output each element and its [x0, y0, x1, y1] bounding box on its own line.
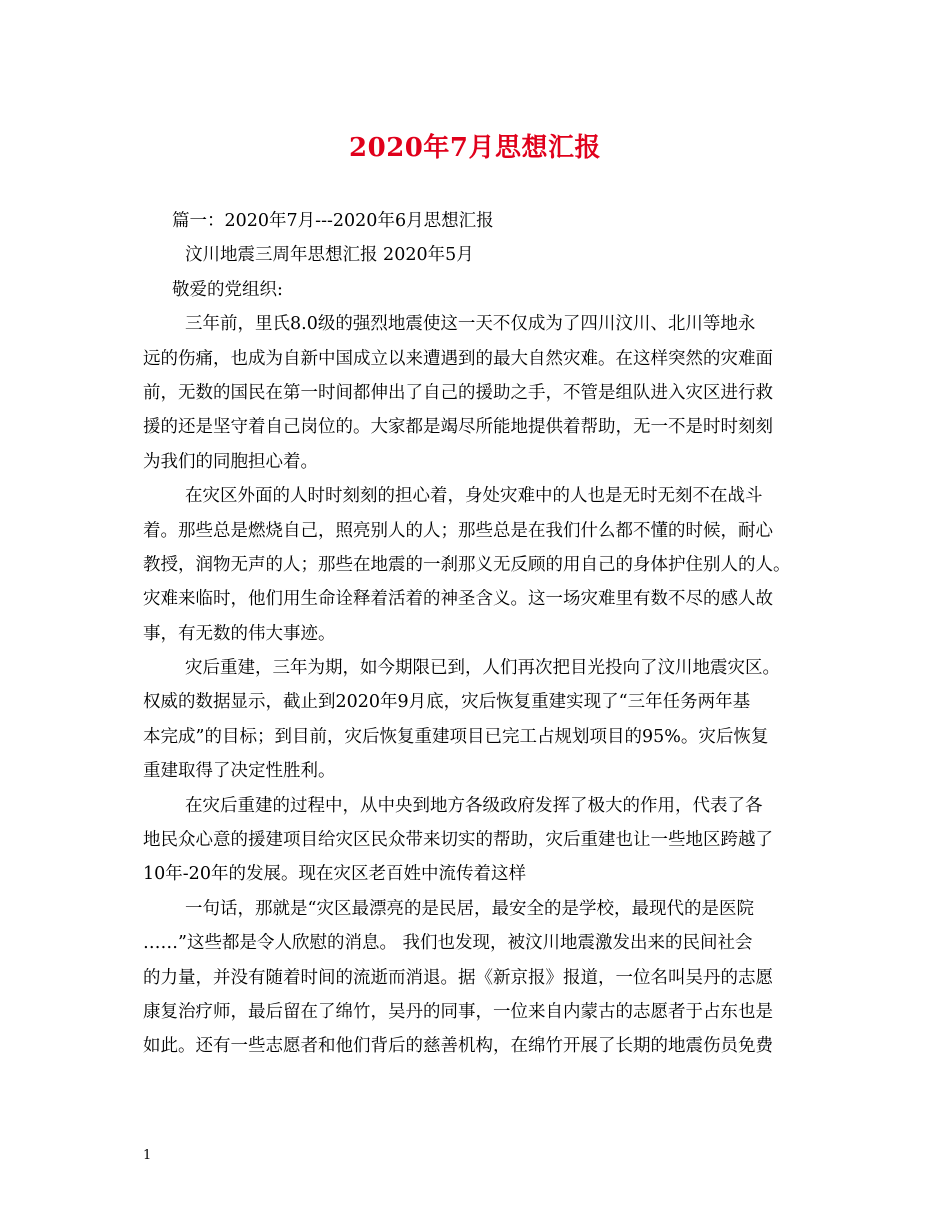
paragraph-line: 一句话，那就是“灾区最漂亮的是民居，最安全的是学校，最现代的是医院 [185, 898, 754, 919]
page-number: 1 [143, 1148, 152, 1163]
salutation: 敬爱的党组织: [172, 279, 283, 300]
paragraph-line: 援的还是坚守着自己岗位的。大家都是竭尽所能地提供着帮助，无一不是时时刻刻 [143, 417, 773, 438]
paragraph-line: 前，无数的国民在第一时间都伸出了自己的援助之手，不管是组队进入灾区进行救 [143, 382, 773, 403]
document-body [143, 204, 823, 1064]
paragraph-line: 如此。还有一些志愿者和他们背后的慈善机构，在绵竹开展了长期的地震伤员免费 [143, 1036, 773, 1057]
paragraph-line: 在灾后重建的过程中，从中央到地方各级政府发挥了极大的作用，代表了各 [185, 795, 763, 816]
paragraph-line: 权威的数据显示，截止到2020年9月底，灾后恢复重建实现了“三年任务两年基 [143, 692, 751, 713]
paragraph-line: 本完成”的目标；到目前，灾后恢复重建项目已完工占规划项目的95%。灾后恢复 [143, 726, 769, 747]
paragraph-line: 重建取得了决定性胜利。 [143, 761, 336, 782]
paragraph-line: 灾难来临时，他们用生命诠释着活着的神圣含义。这一场灾难里有数不尽的感人故 [143, 589, 773, 610]
paragraph-line: ……”这些都是令人欣慰的消息。 我们也发现，被汶川地震激发出来的民间社会 [143, 933, 753, 954]
paragraph-line: 为我们的同胞担心着。 [143, 451, 318, 472]
paragraph-line: 地民众心意的援建项目给灾区民众带来切实的帮助，灾后重建也让一些地区跨越了 [143, 830, 773, 851]
paragraph-line: 着。那些总是燃烧自己，照亮别人的人；那些总是在我们什么都不懂的时候，耐心 [143, 520, 773, 541]
paragraph-line: 教授，润物无声的人；那些在地震的一刹那义无反顾的用自己的身体护住别人的人。 [143, 554, 791, 575]
subtitle-line: 汶川地震三周年思想汇报 2020年5月 [185, 245, 474, 266]
paragraph-line: 10年-20年的发展。现在灾区老百姓中流传着这样 [143, 864, 526, 885]
paragraph-line: 在灾区外面的人时时刻刻的担心着，身处灾难中的人也是无时无刻不在战斗 [185, 486, 763, 507]
paragraph-line: 灾后重建，三年为期，如今期限已到，人们再次把目光投向了汶川地震灾区。 [185, 658, 780, 679]
paragraph-line: 三年前，里氏8.0级的强烈地震使这一天不仅成为了四川汶川、北川等地永 [185, 314, 756, 335]
paragraph-line: 康复治疗师，最后留在了绵竹，吴丹的同事，一位来自内蒙古的志愿者于占东也是 [143, 1001, 773, 1022]
paragraph-line: 远的伤痛，也成为自新中国成立以来遭遇到的最大自然灾难。在这样突然的灾难面 [143, 348, 773, 369]
document-title: 2020年7月思想汇报 [349, 133, 601, 163]
paragraph-line: 事，有无数的伟大事迹。 [143, 623, 336, 644]
paragraph-line: 的力量，并没有随着时间的流逝而消退。据《新京报》报道，一位名叫吴丹的志愿 [143, 967, 773, 988]
section-heading: 篇一：2020年7月---2020年6月思想汇报 [172, 211, 494, 231]
